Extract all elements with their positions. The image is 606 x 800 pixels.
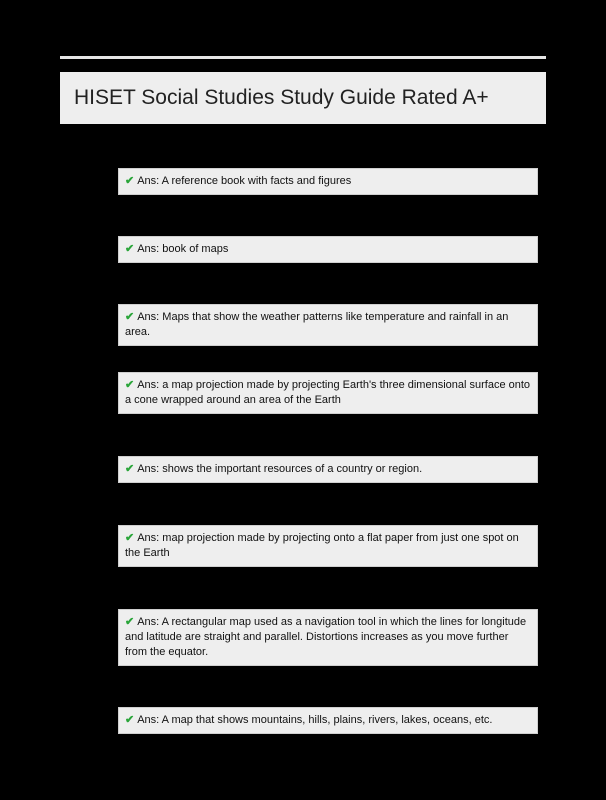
answer-text: Ans: a map projection made by projecting Earth's three dimensional surface onto a cone wrapped around an area of the Earth bbox=[125, 379, 531, 406]
answer-text: Ans: A map that shows mountains, hills, plains, rivers, lakes, oceans, etc. bbox=[137, 714, 493, 726]
checkmark-icon: ✔ bbox=[125, 379, 135, 391]
answer-box bbox=[118, 236, 538, 263]
checkmark-icon: ✔ bbox=[125, 532, 135, 544]
header-rule bbox=[60, 56, 546, 59]
document-title: HISET Social Studies Study Guide Rated A+ bbox=[74, 86, 489, 109]
answer-box bbox=[118, 168, 538, 195]
answer-box bbox=[118, 372, 538, 414]
checkmark-icon: ✔ bbox=[125, 463, 135, 475]
answer-box bbox=[118, 456, 538, 483]
answer-text: Ans: shows the important resources of a country or region. bbox=[137, 463, 423, 475]
answer-text: Ans: A reference book with facts and figures bbox=[137, 175, 352, 187]
checkmark-icon: ✔ bbox=[125, 175, 135, 187]
checkmark-icon: ✔ bbox=[125, 243, 135, 255]
answer-text: Ans: Maps that show the weather patterns like temperature and rainfall in an area. bbox=[125, 311, 509, 338]
checkmark-icon: ✔ bbox=[125, 714, 135, 726]
answer-text: Ans: map projection made by projecting onto a flat paper from just one spot on the Earth bbox=[125, 532, 519, 559]
answer-text: Ans: book of maps bbox=[137, 243, 229, 255]
answer-box bbox=[118, 525, 538, 567]
answer-box bbox=[118, 609, 538, 666]
checkmark-icon: ✔ bbox=[125, 311, 135, 323]
answer-box bbox=[118, 707, 538, 734]
checkmark-icon: ✔ bbox=[125, 616, 135, 628]
answer-text: Ans: A rectangular map used as a navigation tool in which the lines for longitude and latitude are straight and parallel. Distortions increases as you move further from the equator. bbox=[125, 616, 527, 658]
title-banner bbox=[60, 72, 546, 124]
answer-box bbox=[118, 304, 538, 346]
